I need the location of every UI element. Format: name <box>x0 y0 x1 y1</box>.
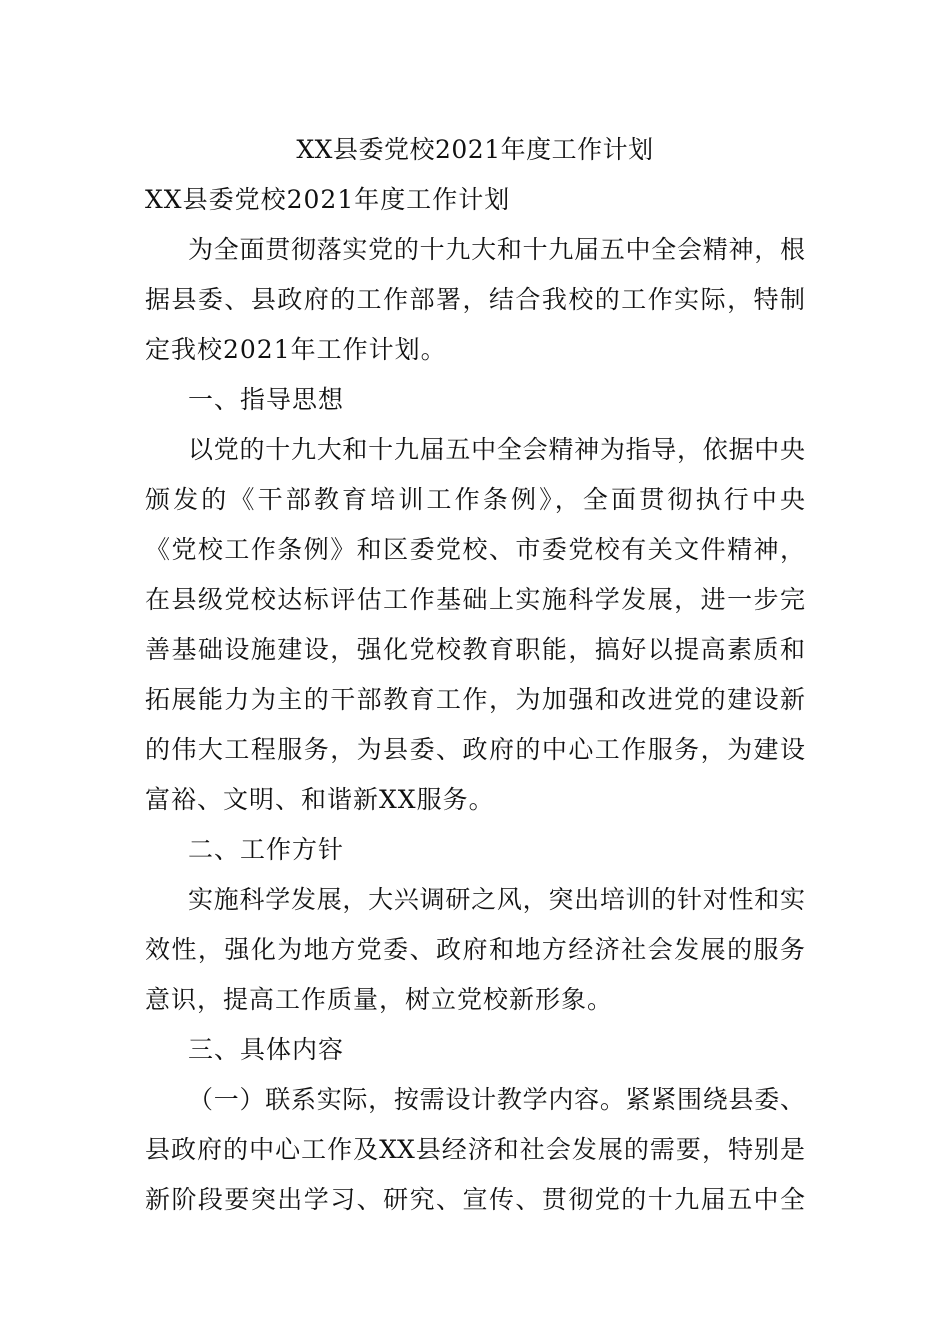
subtitle-line: XX县委党校2021年度工作计划 <box>145 185 511 214</box>
paragraph-line: 善基础设施建设，强化党校教育职能，搞好以提高素质和 <box>145 635 805 664</box>
paragraph-line: 在县级党校达标评估工作基础上实施科学发展，进一步完 <box>145 585 805 614</box>
paragraph-line: 意识，提高工作质量，树立党校新形象。 <box>145 985 614 1014</box>
section-heading-2: 二、工作方针 <box>188 835 345 864</box>
intro-line-2: 据县委、县政府的工作部署，结合我校的工作实际，特制 <box>145 285 805 314</box>
intro-line-3: 定我校2021年工作计划。 <box>145 335 447 364</box>
paragraph-line: 颁发的《干部教育培训工作条例》，全面贯彻执行中央 <box>145 485 805 514</box>
intro-line-1: 为全面贯彻落实党的十九大和十九届五中全会精神，根 <box>188 235 805 264</box>
paragraph-line: 县政府的中心工作及XX县经济和社会发展的需要，特别是 <box>145 1135 805 1164</box>
section-heading-1: 一、指导思想 <box>188 385 345 414</box>
paragraph-line: 《党校工作条例》和区委党校、市委党校有关文件精神， <box>145 535 805 564</box>
paragraph-line: 拓展能力为主的干部教育工作，为加强和改进党的建设新 <box>145 685 805 714</box>
paragraph-line: （一）联系实际，按需设计教学内容。紧紧围绕县委、 <box>188 1085 805 1114</box>
paragraph-line: 富裕、文明、和谐新XX服务。 <box>145 785 495 814</box>
paragraph-line: 的伟大工程服务，为县委、政府的中心工作服务，为建设 <box>145 735 805 764</box>
paragraph-line: 新阶段要突出学习、研究、宣传、贯彻党的十九届五中全 <box>145 1185 805 1214</box>
paragraph-line: 实施科学发展，大兴调研之风，突出培训的针对性和实 <box>188 885 805 914</box>
section-heading-3: 三、具体内容 <box>188 1035 345 1064</box>
paragraph-line: 以党的十九大和十九届五中全会精神为指导，依据中央 <box>188 435 805 464</box>
paragraph-line: 效性，强化为地方党委、政府和地方经济社会发展的服务 <box>145 935 805 964</box>
document-title: XX县委党校2021年度工作计划 <box>296 135 654 164</box>
